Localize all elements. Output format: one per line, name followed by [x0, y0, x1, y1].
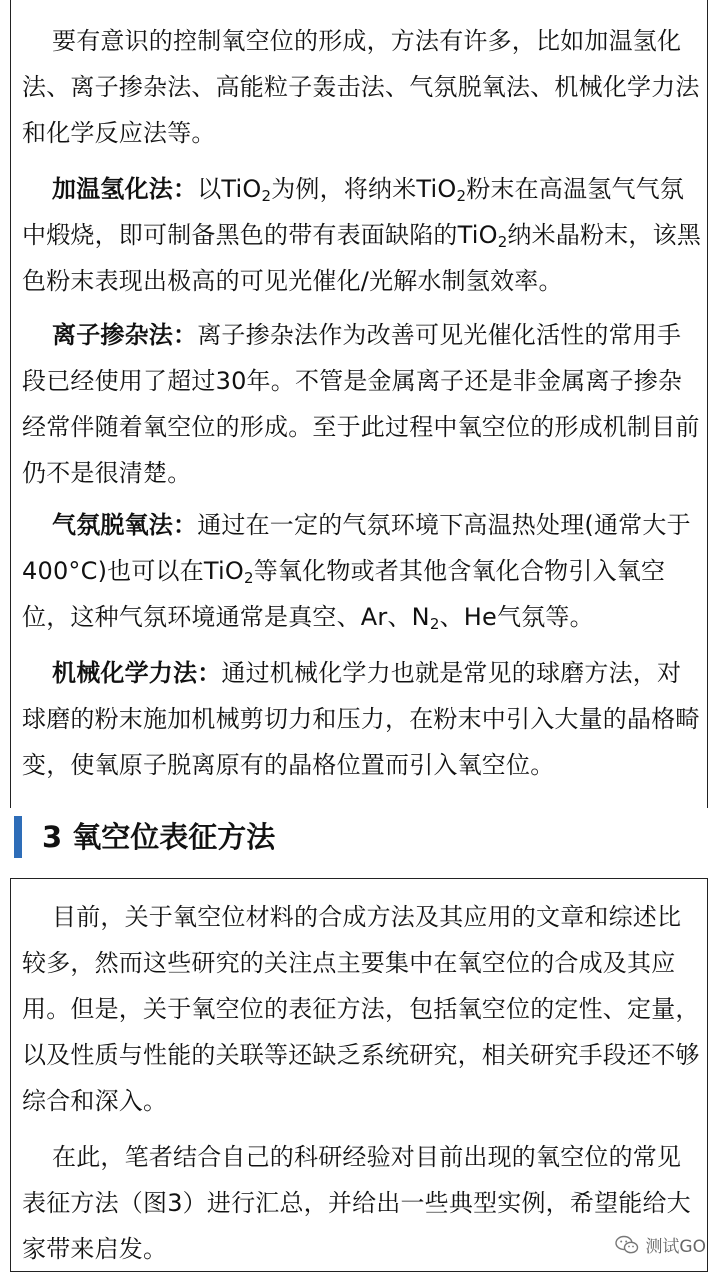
section-heading [14, 812, 704, 860]
paragraph-hydrogenation: 加温氢化法：以TiO$_2$为例，将纳米TiO$_2$粉末在高温氢气气氛中煅烧，即可制备黑色的带有表面缺陷的TiO$_2$纳米晶粉末，该黑色粉末表现出极高的可见光催化/光解水制氢效率。 [22, 175, 702, 295]
method-label: 机械化学力法： [52, 659, 222, 687]
watermark-text: 测试GO [645, 1237, 706, 1257]
wechat-icon [615, 1235, 639, 1255]
section-title: 3 氧空位表征方法 [42, 820, 276, 854]
paragraph-intro: 要有意识的控制氧空位的形成，方法有许多，比如加温氢化法、离子掺杂法、高能粒子轰击法、气氛脱氧法、机械化学力法和化学反应法等。 [22, 27, 700, 147]
paragraph-summary: 在此，笔者结合自己的科研经验对目前出现的氧空位的常见表征方法（图3）进行汇总，并给出一些典型实例，希望能给大家带来启发。 [22, 1143, 691, 1263]
heading-accent-bar [14, 816, 22, 858]
method-label: 加温氢化法： [52, 175, 198, 203]
method-label: 气氛脱氧法： [52, 511, 198, 539]
paragraph-mechanochemical: 机械化学力法：通过机械化学力也就是常见的球磨方法，对球磨的粉末施加机械剪切力和压力，在粉末中引入大量的晶格畸变，使氧原子脱离原有的晶格位置而引入氧空位。 [22, 659, 700, 779]
paragraph-current-research: 目前，关于氧空位材料的合成方法及其应用的文章和综述比较多，然而这些研究的关注点主要集中在氧空位的合成及其应用。但是，关于氧空位的表征方法，包括氧空位的定性、定量，以及性质与性能的关联等还缺乏系统研究，相关研究手段还不够综合和深入。 [22, 903, 700, 1115]
paragraph-atmosphere: 气氛脱氧法：通过在一定的气氛环境下高温热处理(通常大于400°C)也可以在TiO$_2$等氧化物或者其他含氧化合物引入氧空位，这种气氛环境通常是真空、Ar、$N_2$、He气氛等。 [22, 511, 691, 633]
paragraph-ion-doping: 离子掺杂法：离子掺杂法作为改善可见光催化活性的常用手段已经使用了超过30年。不管是金属离子还是非金属离子掺杂经常伴随着氧空位的形成。至于此过程中氧空位的形成机制目前仍不是很清楚。 [22, 321, 700, 487]
watermark [615, 1232, 706, 1257]
method-label: 离子掺杂法： [52, 321, 198, 349]
